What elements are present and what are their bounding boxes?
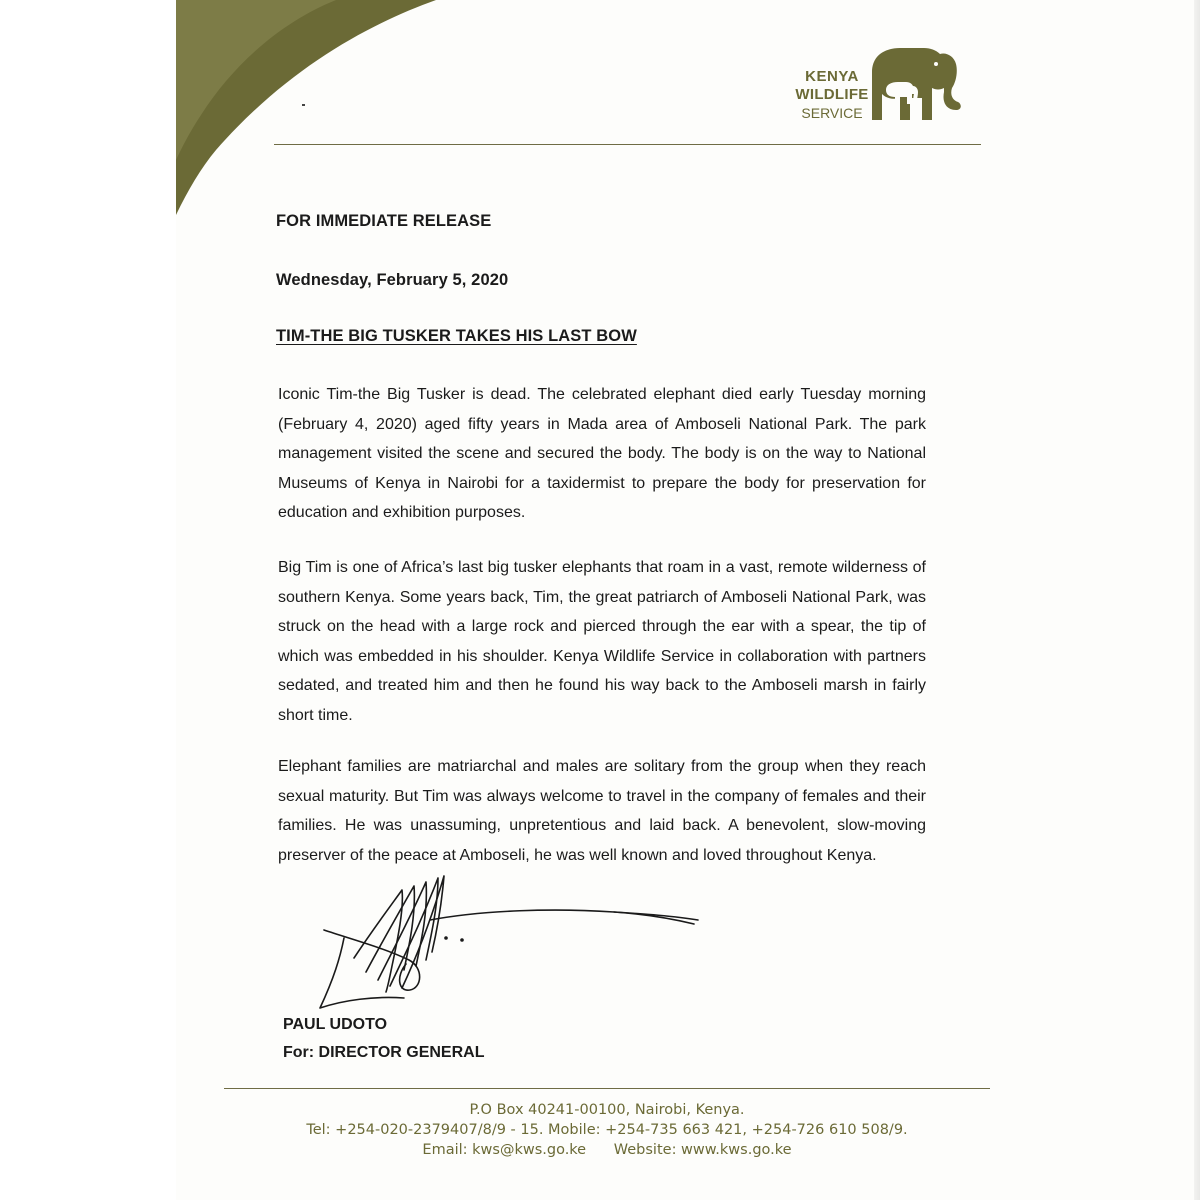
logo-wordmark	[790, 68, 874, 122]
release-date: Wednesday, February 5, 2020	[276, 271, 509, 289]
corner-swoosh-decoration	[176, 0, 436, 220]
footer-address: P.O Box 40241-00100, Nairobi, Kenya.	[469, 1102, 745, 1118]
logo-line-service: SERVICE	[801, 105, 863, 121]
body-paragraph-1: Iconic Tim-the Big Tusker is dead. The celebrated elephant died early Tuesday morning (February 4, 2020) aged fifty years in Mada area of Amboseli National Park. The park management visited the scene and secured the body. The body is on the way to National Museums of Kenya in Nairobi for a taxidermist to prepare the body for preservation for education and exhibition purposes.	[278, 386, 926, 522]
footer-phones: Tel: +254-020-2379407/8/9 - 15. Mobile: +254-735 663 421, +254-726 610 508/9.	[306, 1122, 908, 1138]
body-paragraph-3: Elephant families are matriarchal and males are solitary from the group when they reach sexual maturity. But Tim was always welcome to travel in the company of females and their families. He was unassuming, unpretentious and laid back. A benevolent, slow-moving preserver of the peace at Amboseli, he was well known and loved throughout Kenya.	[278, 758, 926, 864]
signatory-name: PAUL UDOTO	[283, 1016, 388, 1033]
signatory-role: For: DIRECTOR GENERAL	[283, 1044, 485, 1061]
scan-edge	[1194, 0, 1200, 1200]
body-paragraph-2: Big Tim is one of Africa’s last big tusker elephants that roam in a vast, remote wilderness of southern Kenya. Some years back, Tim, the great patriarch of Amboseli National Park, was struck on the head with a large rock and pierced through the ear with a spear, the tip of which was embedded in his shoulder. Kenya Wildlife Service in collaboration with partners sedated, and treated him and then he found his way back to the Amboseli marsh in fairly short time.	[278, 559, 926, 724]
footer-divider	[224, 1088, 990, 1089]
logo-line-kenya: KENYA	[805, 68, 859, 85]
elephant-icon	[866, 42, 964, 122]
handwritten-signature	[314, 868, 704, 1018]
headline: TIM-THE BIG TUSKER TAKES HIS LAST BOW	[276, 327, 637, 345]
header-divider	[274, 144, 981, 145]
scan-speck	[302, 104, 305, 106]
footer-contact: Email: kws@kws.go.ke Website: www.kws.go.ke	[422, 1142, 792, 1158]
kws-logo	[790, 38, 970, 128]
release-label: FOR IMMEDIATE RELEASE	[276, 212, 492, 230]
logo-line-wildlife: WILDLIFE	[795, 86, 869, 103]
